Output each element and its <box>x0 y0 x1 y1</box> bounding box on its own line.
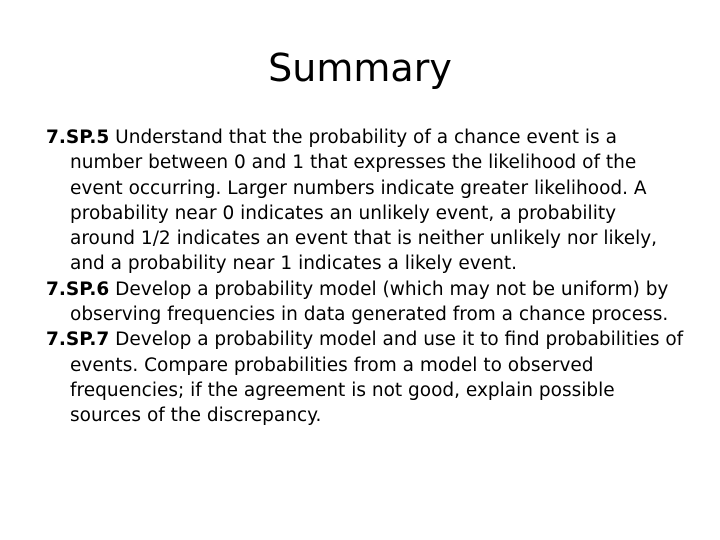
standards-list <box>46 125 686 429</box>
standard-7sp6 <box>46 277 686 328</box>
standard-code: 7.SP.7 <box>46 329 110 351</box>
standard-7sp5 <box>46 125 686 277</box>
standard-code: 7.SP.6 <box>46 278 110 300</box>
standard-text: Understand that the probability of a chance event is a number between 0 and 1 that expresses the likelihood of the event occurring. Larger numbers indicate greater likelihood. A probability near 0 indicates an unlikely event, a probability around 1/2 indicates an event that is neither unlikely nor likely, and a probability near 1 indicates a likely event. <box>70 127 658 275</box>
slide-title: Summary <box>268 46 452 90</box>
standard-code: 7.SP.5 <box>46 127 110 148</box>
standard-7sp7 <box>46 327 686 428</box>
standard-text: Develop a probability model and use it to find probabilities of events. Compare probabilities from a model to observed frequencies; if the agreement is not good, explain possible sources of the discrepancy. <box>70 329 684 427</box>
standard-text: Develop a probability model (which may not be uniform) by observing frequencies in data generated from a chance process. <box>70 278 669 326</box>
